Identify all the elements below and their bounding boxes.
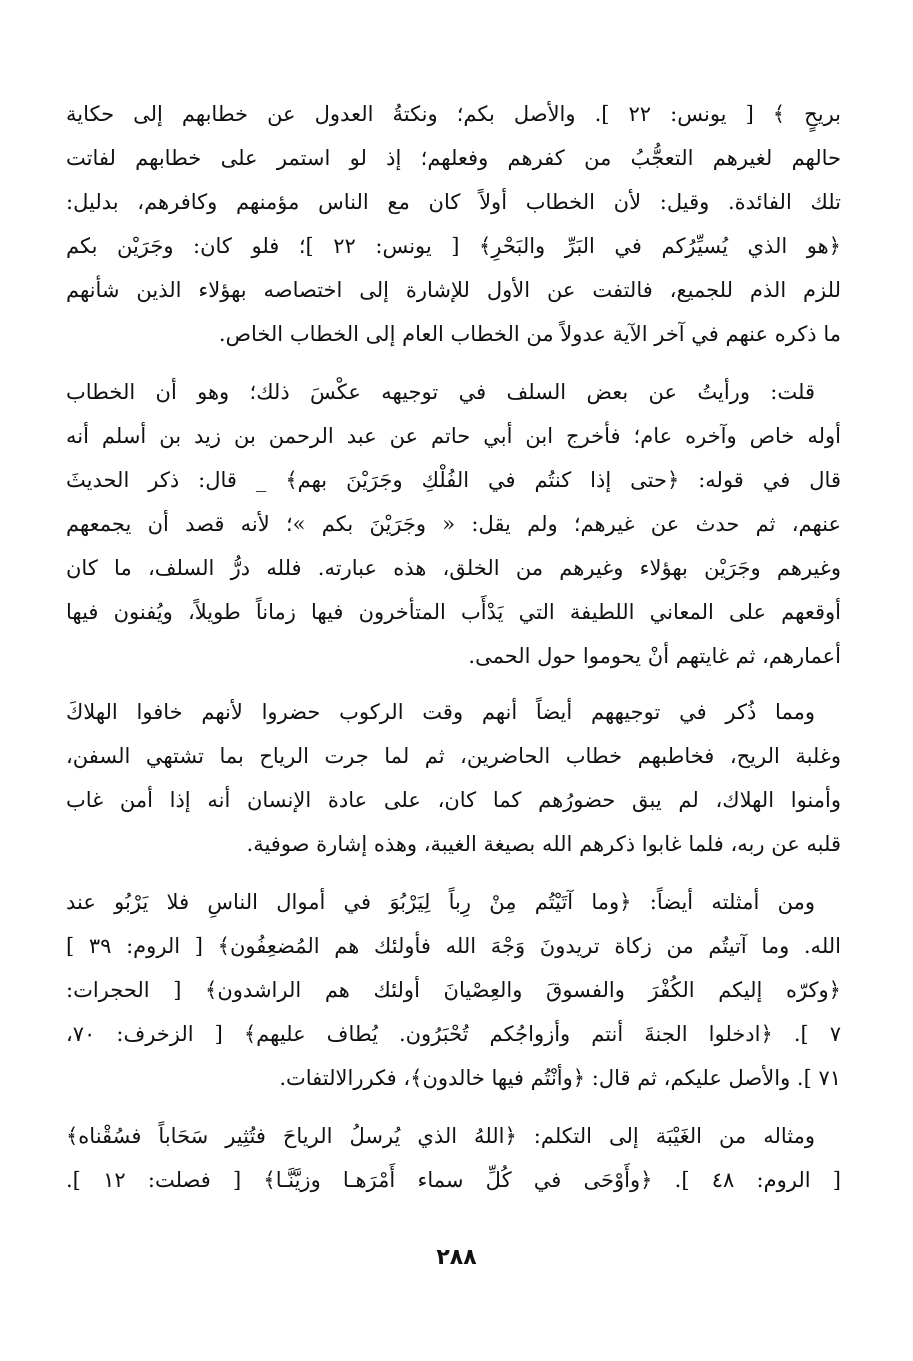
text-line: حالهم لغيرهم التعجُّبُ من كفرهم وفعلهم؛ إذ لو استمر على خطابهم لفاتت <box>66 146 841 170</box>
text-line: عنهم، ثم حدث عن غيرهم؛ ولم يقل: « وجَرَيْنَ بكم »؛ لأنه قصد أن يجمعهم <box>66 512 841 536</box>
text-line: الله. وما آتيتُم من زكاة تريدونَ وَجْهَ الله فأولئك هم المُضعِفُون﴾ [ الروم: ٣٩ ] <box>66 934 841 958</box>
text-line: ومن أمثلته أيضاً: ﴿وما آتَيْتُم مِنْ رِباً لِيَرْبُوَ في أموال الناسِ فلا يَرْبُو عند <box>66 890 815 914</box>
text-line: قال في قوله: ﴿حتى إذا كنتُم في الفُلْكِ وجَرَيْنَ بهم﴾ _ قال: ذكر الحديثَ <box>66 468 841 492</box>
page-body <box>66 92 841 1202</box>
text-line: للزم الذم للجميع، فالتفت عن الأول للإشارة إلى اختصاصه بهؤلاء الذين شأنهم <box>66 278 841 302</box>
text-line: قلبه عن ربه، فلما غابوا ذكرهم الله بصيغة الغيبة، وهذه إشارة صوفية. <box>246 832 841 856</box>
paragraph-1 <box>66 92 841 356</box>
page-number: ٢٨٨ <box>436 1245 477 1270</box>
text-line: ﴿هو الذي يُسيِّرُكم في البَرِّ والبَحْرِ﴾ [ يونس: ٢٢ ]؛ فلو كان: وجَرَيْن بكم <box>66 234 841 258</box>
text-line: [ الروم: ٤٨ ]. ﴿وأَوْحَى في كُلِّ سماء أَمْرَهـا وزيَّنَّـا﴾ [ فصلت: ١٢ ]. <box>66 1168 841 1192</box>
text-line: ما ذكره عنهم في آخر الآية عدولاً من الخطاب العام إلى الخطاب الخاص. <box>218 322 841 346</box>
paragraph-3 <box>66 690 841 866</box>
text-line: ٧١ ]. والأصل عليكم، ثم قال: ﴿وأنْتُم فيها خالدون﴾، فكررالالتفات. <box>279 1066 841 1090</box>
text-line: تلك الفائدة. وقيل: لأن الخطاب أولاً كان مع الناس مؤمنهم وكافرهم، بدليل: <box>66 190 841 214</box>
paragraph-2 <box>66 370 841 678</box>
text-line: وغلبة الريح، فخاطبهم خطاب الحاضرين، ثم لما جرت الرياح بما تشتهي السفن، <box>66 744 841 768</box>
text-line: أوله خاص وآخره عام؛ فأخرج ابن أبي حاتم عن عبد الرحمن بن زيد بن أسلم أنه <box>66 424 841 448</box>
text-line: ومما ذُكر في توجيههم أيضاً أنهم وقت الركوب حضروا لأنهم خافوا الهلاكَ <box>66 700 815 724</box>
text-line: أوقعهم على المعاني اللطيفة التي يَدْأَب المتأخرون فيها زماناً طويلاً، ويُفنون فيها <box>66 600 841 624</box>
text-line: قلت: ورأيتُ عن بعض السلف في توجيهه عكْسَ ذلك؛ وهو أن الخطاب <box>66 380 815 404</box>
text-line: بريحٍ ﴾ [ يونس: ٢٢ ]. والأصل بكم؛ ونكتةُ العدول عن خطابهم إلى حكاية <box>66 102 841 126</box>
text-line: ومثاله من الغَيْبَة إلى التكلم: ﴿اللهُ الذي يُرسلُ الرياحَ فتُثِير سَحَاباً فسُقْناه﴾ <box>66 1124 815 1148</box>
text-line: ﴿وكرّه إليكم الكُفْرَ والفسوقَ والعِصْيانَ أولئك هم الراشدون﴾ [ الحجرات: <box>66 978 841 1002</box>
paragraph-5 <box>66 1114 841 1202</box>
text-line: وأمنوا الهلاك، لم يبق حضورُهم كما كان، على عادة الإنسان أنه إذا أمن غاب <box>66 788 841 812</box>
paragraph-4 <box>66 880 841 1100</box>
text-line: ٧ ]. ﴿ادخلوا الجنةَ أنتم وأزواجُكم تُحْبَرُون. يُطاف عليهم﴾ [ الزخرف: ٧٠، <box>66 1022 841 1046</box>
text-line: وغيرهم وجَرَيْن بهؤلاء وغيرهم من الخلق، هذه عبارته. فلله درُّ السلف، ما كان <box>66 556 841 580</box>
text-line: أعمارهم، ثم غايتهم أنْ يحوموا حول الحمى. <box>468 644 841 668</box>
